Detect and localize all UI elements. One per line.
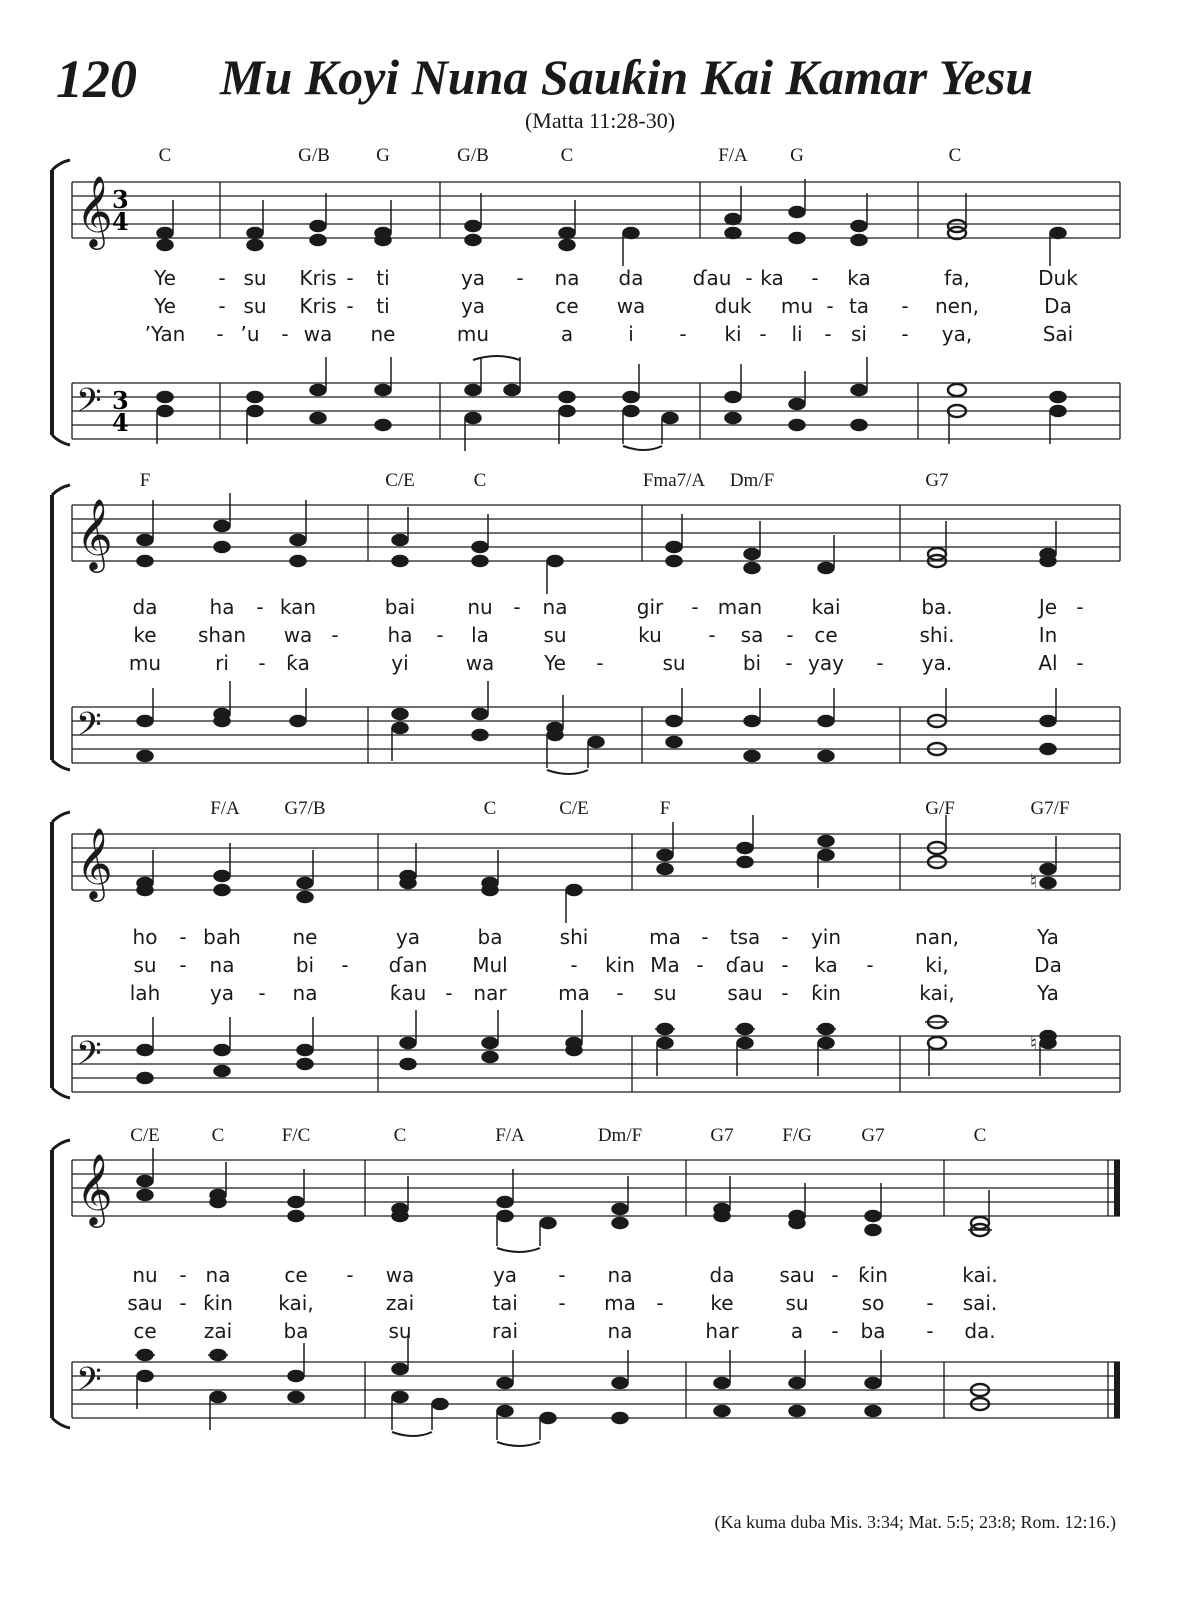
treble-clef-icon: 𝄞 <box>76 174 113 247</box>
chord-symbol: G7/F <box>1030 798 1070 819</box>
lyric-verse-2-syllable: - <box>346 294 354 318</box>
lyric-verse-2-syllable: - <box>901 294 909 318</box>
lyric-verse-1-syllable: yin <box>810 925 842 949</box>
lyric-verse-3-syllable: Ye <box>544 651 566 675</box>
lyric-verse-3-syllable: - <box>596 651 604 675</box>
lyric-verse-1-syllable: - <box>346 1263 354 1287</box>
lyric-verse-1-syllable: - <box>781 925 789 949</box>
lyric-verse-1-syllable: na <box>205 1263 231 1287</box>
lyric-verse-1-syllable: kai <box>811 595 841 619</box>
lyric-verse-2-syllable: su <box>785 1291 809 1315</box>
chord-symbol: G7 <box>861 1125 885 1146</box>
lyric-verse-3-syllable: ƙa <box>286 651 310 675</box>
lyric-verse-1-syllable: ya <box>460 266 486 290</box>
lyric-verse-1-syllable: da <box>132 595 158 619</box>
lyric-verse-2-syllable: shan <box>197 623 247 647</box>
lyric-verse-1-syllable: man <box>717 595 763 619</box>
chord-symbol: C <box>948 145 962 166</box>
lyric-verse-3-syllable: na <box>607 1319 633 1343</box>
lyric-verse-1-syllable: ho <box>132 925 158 949</box>
lyric-verse-3-syllable: Ya <box>1037 981 1059 1005</box>
lyric-verse-2-syllable: - <box>708 623 716 647</box>
system-3-brace <box>52 812 70 1098</box>
lyric-verse-2-syllable: Kris <box>299 294 337 318</box>
cross-reference-footer: (Ka kuma duba Mis. 3:34; Mat. 5:5; 23:8; Rom. 12:16.) <box>714 1512 1116 1532</box>
lyric-verse-3-syllable: wa <box>303 322 333 346</box>
chord-symbol: C <box>158 145 172 166</box>
lyric-verse-3-syllable: Al <box>1038 651 1058 675</box>
lyric-verse-3-syllable: har <box>705 1319 739 1343</box>
system-1-bass-staff <box>72 383 1120 439</box>
lyric-verse-1-syllable: ti <box>376 266 390 290</box>
lyric-verse-3-syllable: zai <box>203 1319 233 1343</box>
lyric-verse-1-syllable: shi <box>559 925 589 949</box>
lyric-verse-2-syllable: ƙin <box>203 1291 233 1315</box>
lyric-verse-3-syllable: wa <box>465 651 495 675</box>
lyric-verse-2-syllable: Da <box>1044 294 1072 318</box>
lyric-verse-1-syllable: - <box>516 266 524 290</box>
lyric-verse-2-syllable: ta <box>848 294 870 318</box>
lyric-verse-2-syllable: kin <box>605 953 635 977</box>
lyric-verse-2-syllable: - <box>866 953 874 977</box>
lyric-verse-3-syllable: ƙau <box>389 981 427 1005</box>
lyric-verse-3-syllable: - <box>616 981 624 1005</box>
chord-symbol: F/A <box>210 798 240 819</box>
lyric-verse-1-syllable: Kris <box>299 266 337 290</box>
lyric-verse-3-syllable: ma <box>558 981 590 1005</box>
lyric-verse-2-syllable: - <box>179 1291 187 1315</box>
hymn-title: Mu Koyi Nuna Sauƙin Kai Kamar Yesu <box>220 49 1034 105</box>
lyric-verse-2-syllable: - <box>331 623 339 647</box>
lyric-verse-2-syllable: - <box>179 953 187 977</box>
lyric-verse-2-syllable: Ye <box>154 294 176 318</box>
lyric-verse-2-syllable: wa <box>283 623 313 647</box>
system-4-brace <box>52 1140 70 1428</box>
time-signature-top: 3 <box>112 386 129 415</box>
lyric-verse-1-syllable: bai <box>384 595 416 619</box>
lyric-verse-2-syllable: bi <box>295 953 315 977</box>
lyric-verse-2-syllable: - <box>696 953 704 977</box>
lyric-verse-1-syllable: da <box>709 1263 735 1287</box>
lyric-verse-2-syllable: - <box>218 294 226 318</box>
system-3-notes <box>137 815 1056 1084</box>
chord-symbol: F <box>139 470 151 491</box>
chord-symbol: G/B <box>298 145 330 166</box>
lyric-verse-1-syllable: su <box>243 266 267 290</box>
lyric-verse-1-syllable: Ya <box>1037 925 1059 949</box>
lyric-verse-3-syllable: su <box>662 651 686 675</box>
lyric-verse-3-syllable: ya, <box>941 322 973 346</box>
lyric-verse-3-syllable: nar <box>473 981 507 1005</box>
lyric-verse-1-syllable: na <box>542 595 568 619</box>
system-4-treble-staff <box>72 1160 1120 1216</box>
lyric-verse-3-syllable: - <box>831 1319 839 1343</box>
lyric-verse-3-syllable: - <box>785 651 793 675</box>
lyric-verse-2-syllable: ɗan <box>388 953 428 977</box>
lyric-verse-1-syllable: ha <box>209 595 235 619</box>
lyric-verse-1-syllable: ba <box>477 925 503 949</box>
lyric-verse-1-syllable: na <box>554 266 580 290</box>
chord-symbol: G7 <box>710 1125 734 1146</box>
lyric-verse-1-syllable: nan, <box>915 925 959 949</box>
lyric-verse-1-syllable: Ye <box>154 266 176 290</box>
lyric-verse-3-syllable: i <box>628 322 634 346</box>
lyric-verse-1-syllable: - <box>811 266 819 290</box>
chord-symbol: G/B <box>457 145 489 166</box>
chord-symbol: F/A <box>495 1125 525 1146</box>
lyric-verse-2-syllable: ke <box>710 1291 734 1315</box>
lyric-verse-3-syllable: - <box>759 322 767 346</box>
lyric-verse-2-syllable: - <box>558 1291 566 1315</box>
lyric-verse-1-syllable: sau <box>779 1263 815 1287</box>
lyric-verse-2-syllable: zai <box>385 1291 415 1315</box>
lyric-verse-3-syllable: ri <box>215 651 229 675</box>
lyric-verse-2-syllable: sau <box>127 1291 163 1315</box>
lyric-verse-1-syllable: ce <box>284 1263 308 1287</box>
lyric-verse-3-syllable: - <box>876 651 884 675</box>
lyric-verse-3-syllable: - <box>258 651 266 675</box>
lyric-verse-2-syllable: nen, <box>934 294 980 318</box>
lyric-verse-1-syllable: - <box>218 266 226 290</box>
lyric-verse-2-syllable: - <box>786 623 794 647</box>
system-4-bass-staff <box>72 1362 1120 1418</box>
lyric-verse-3-syllable: lah <box>129 981 161 1005</box>
system-2-treble-staff <box>72 505 1120 561</box>
chord-symbol: F/G <box>782 1125 812 1146</box>
lyric-verse-3-syllable: kai, <box>919 981 955 1005</box>
bass-clef-icon: 𝄢 <box>76 706 102 752</box>
lyric-verse-3-syllable: ne <box>370 322 396 346</box>
lyric-verse-1-syllable: ɗau <box>692 266 732 290</box>
lyric-verse-2-syllable: mu <box>780 294 814 318</box>
hymn-number: 120 <box>56 49 137 109</box>
lyric-verse-1-syllable: ne <box>292 925 318 949</box>
lyric-verse-2-syllable: kai, <box>278 1291 314 1315</box>
lyric-verse-1-syllable: ka <box>847 266 871 290</box>
lyric-verse-1-syllable: - <box>256 595 264 619</box>
lyric-verse-1-syllable: Je <box>1038 595 1058 619</box>
lyric-verse-2-syllable: ki, <box>925 953 949 977</box>
lyric-verse-1-syllable: - <box>346 266 354 290</box>
lyric-verse-2-syllable: ɗau <box>725 953 765 977</box>
lyric-verse-1-syllable: kai. <box>962 1263 998 1287</box>
lyric-verse-2-syllable: ha <box>387 623 413 647</box>
chord-symbol: C/E <box>130 1125 160 1146</box>
lyric-verse-1-syllable: nu <box>467 595 493 619</box>
lyric-verse-1-syllable: - <box>179 1263 187 1287</box>
system-1-notes <box>157 179 1066 451</box>
system-1-brace <box>52 160 70 445</box>
lyric-verse-1-syllable: - <box>1076 595 1084 619</box>
lyric-verse-1-syllable: - <box>831 1263 839 1287</box>
lyric-verse-3-syllable: sau <box>727 981 763 1005</box>
lyric-verse-3-syllable: - <box>781 981 789 1005</box>
system-3-bass-staff <box>72 1036 1120 1092</box>
treble-clef-icon: 𝄞 <box>76 826 113 899</box>
treble-clef-icon: 𝄞 <box>76 1152 113 1225</box>
bass-clef-icon: 𝄢 <box>76 1361 102 1407</box>
lyric-verse-2-syllable: su <box>243 294 267 318</box>
lyric-verse-3-syllable: - <box>258 981 266 1005</box>
lyric-verse-3-syllable: a <box>560 322 574 346</box>
lyric-verse-3-syllable: ba <box>283 1319 309 1343</box>
chord-symbol: C <box>211 1125 225 1146</box>
lyric-verse-2-syllable: wa <box>616 294 646 318</box>
lyric-verse-2-syllable: - <box>656 1291 664 1315</box>
chord-symbol: F/C <box>281 1125 311 1146</box>
chord-symbol: C <box>473 470 487 491</box>
scripture-reference: (Matta 11:28-30) <box>524 108 676 133</box>
lyric-verse-3-syllable: - <box>1076 651 1084 675</box>
chord-symbol: Fma7/A <box>642 470 706 491</box>
lyric-verse-2-syllable: - <box>570 953 578 977</box>
lyric-verse-1-syllable: tsa <box>729 925 761 949</box>
lyric-verse-3-syllable: yay <box>808 651 844 675</box>
lyric-verse-3-syllable: ’Yan <box>144 322 186 346</box>
chord-symbol: F <box>659 798 671 819</box>
chord-symbol: C <box>393 1125 407 1146</box>
lyric-verse-1-syllable: fa, <box>944 266 970 290</box>
lyric-verse-2-syllable: - <box>436 623 444 647</box>
system-2-notes <box>137 493 1056 774</box>
lyric-verse-1-syllable: ba. <box>921 595 953 619</box>
lyric-verse-2-syllable: sa <box>740 623 764 647</box>
lyric-verse-1-syllable: ya <box>395 925 421 949</box>
lyric-verse-3-syllable: ce <box>133 1319 157 1343</box>
lyric-verse-2-syllable: tai <box>492 1291 518 1315</box>
lyric-verse-2-syllable: Da <box>1034 953 1062 977</box>
lyric-verse-2-syllable: ka <box>814 953 838 977</box>
lyric-verse-3-syllable: ki <box>724 322 742 346</box>
chord-symbol: C <box>560 145 574 166</box>
chord-symbol: G7/B <box>284 798 326 819</box>
time-signature-bottom: 4 <box>112 408 129 437</box>
chord-symbol: F/A <box>718 145 748 166</box>
lyric-verse-2-syllable: Mul <box>472 953 508 977</box>
bass-clef-icon: 𝄢 <box>76 382 102 428</box>
lyric-verse-1-syllable: - <box>513 595 521 619</box>
lyric-verse-3-syllable: li <box>791 322 803 346</box>
natural-sign-icon: ♮ <box>1030 1031 1038 1055</box>
lyric-verse-2-syllable: - <box>826 294 834 318</box>
lyric-verse-3-syllable: ya. <box>921 651 953 675</box>
lyric-verse-2-syllable: na <box>209 953 235 977</box>
time-signature-top: 3 <box>112 185 129 214</box>
lyric-verse-3-syllable: na <box>292 981 318 1005</box>
lyric-verse-3-syllable: rai <box>491 1319 519 1343</box>
system-2-brace <box>52 485 70 770</box>
lyric-verse-2-syllable: ya <box>460 294 486 318</box>
lyric-verse-1-syllable: - <box>558 1263 566 1287</box>
lyric-verse-1-syllable: nu <box>132 1263 158 1287</box>
lyric-verse-1-syllable: da <box>618 266 644 290</box>
lyric-verse-3-syllable: bi <box>742 651 762 675</box>
lyric-verse-3-syllable: a <box>790 1319 804 1343</box>
lyric-verse-1-syllable: gir <box>636 595 664 619</box>
lyric-verse-2-syllable: duk <box>714 294 752 318</box>
treble-clef-icon: 𝄞 <box>76 497 113 570</box>
chord-symbol: G <box>790 145 804 166</box>
lyric-verse-3-syllable: Sai <box>1042 322 1074 346</box>
lyric-verse-3-syllable: ƙin <box>811 981 841 1005</box>
lyric-verse-3-syllable: - <box>901 322 909 346</box>
lyric-verse-2-syllable: so <box>861 1291 885 1315</box>
lyric-verse-3-syllable: mu <box>456 322 490 346</box>
lyric-verse-3-syllable: su <box>653 981 677 1005</box>
chord-symbol: C/E <box>559 798 589 819</box>
lyric-verse-2-syllable: la <box>471 623 489 647</box>
system-3-treble-staff <box>72 834 1120 890</box>
chord-symbol: Dm/F <box>729 470 775 491</box>
lyric-verse-2-syllable: ti <box>376 294 390 318</box>
lyric-verse-2-syllable: sai. <box>962 1291 998 1315</box>
lyric-verse-1-syllable: ƙin <box>858 1263 888 1287</box>
lyric-verse-3-syllable: su <box>388 1319 412 1343</box>
lyric-verse-3-syllable: - <box>679 322 687 346</box>
chord-symbol: G <box>376 145 390 166</box>
lyric-verse-2-syllable: In <box>1038 623 1058 647</box>
lyric-verse-1-syllable: - <box>745 266 753 290</box>
lyric-verse-1-syllable: - <box>701 925 709 949</box>
lyric-verse-2-syllable: ce <box>555 294 579 318</box>
time-signature-bottom: 4 <box>112 207 129 236</box>
lyric-verse-3-syllable: ’u <box>240 322 260 346</box>
lyric-verse-1-syllable: na <box>607 1263 633 1287</box>
lyric-verse-2-syllable: Ma <box>650 953 680 977</box>
chord-symbol: G7 <box>925 470 949 491</box>
lyric-verse-3-syllable: - <box>445 981 453 1005</box>
lyric-verse-2-syllable: - <box>341 953 349 977</box>
lyric-verse-1-syllable: bah <box>203 925 241 949</box>
lyric-verse-1-syllable: kan <box>279 595 317 619</box>
chord-symbol: C <box>973 1125 987 1146</box>
lyric-verse-1-syllable: wa <box>385 1263 415 1287</box>
lyric-verse-3-syllable: - <box>281 322 289 346</box>
lyric-verse-1-syllable: ka <box>760 266 784 290</box>
lyric-verse-2-syllable: - <box>781 953 789 977</box>
chord-symbol: C <box>483 798 497 819</box>
lyric-verse-3-syllable: ya <box>209 981 235 1005</box>
lyric-verse-2-syllable: ke <box>133 623 157 647</box>
lyric-verse-3-syllable: - <box>926 1319 934 1343</box>
lyric-verse-2-syllable: ma <box>604 1291 636 1315</box>
lyric-verse-3-syllable: mu <box>128 651 162 675</box>
lyric-verse-1-syllable: - <box>691 595 699 619</box>
lyric-verse-2-syllable: shi. <box>919 623 955 647</box>
natural-sign-icon: ♮ <box>1030 869 1038 893</box>
lyric-verse-2-syllable: - <box>926 1291 934 1315</box>
lyric-verse-1-syllable: ma <box>649 925 681 949</box>
lyric-verse-3-syllable: - <box>216 322 224 346</box>
lyric-verse-1-syllable: ya <box>492 1263 518 1287</box>
lyric-verse-2-syllable: ku <box>638 623 662 647</box>
lyric-verse-3-syllable: yi <box>391 651 409 675</box>
chord-symbol: C/E <box>385 470 415 491</box>
chord-symbol: Dm/F <box>597 1125 643 1146</box>
lyric-verse-3-syllable: si <box>851 322 867 346</box>
bass-clef-icon: 𝄢 <box>76 1035 102 1081</box>
lyric-verse-2-syllable: su <box>543 623 567 647</box>
lyric-verse-2-syllable: ce <box>814 623 838 647</box>
lyric-verse-3-syllable: ba <box>860 1319 886 1343</box>
lyric-verse-2-syllable: su <box>133 953 157 977</box>
lyric-verse-3-syllable: - <box>824 322 832 346</box>
lyric-verse-1-syllable: - <box>179 925 187 949</box>
lyric-verse-1-syllable: Duk <box>1038 266 1078 290</box>
lyric-verse-3-syllable: da. <box>964 1319 996 1343</box>
chord-symbol: G/F <box>925 798 955 819</box>
